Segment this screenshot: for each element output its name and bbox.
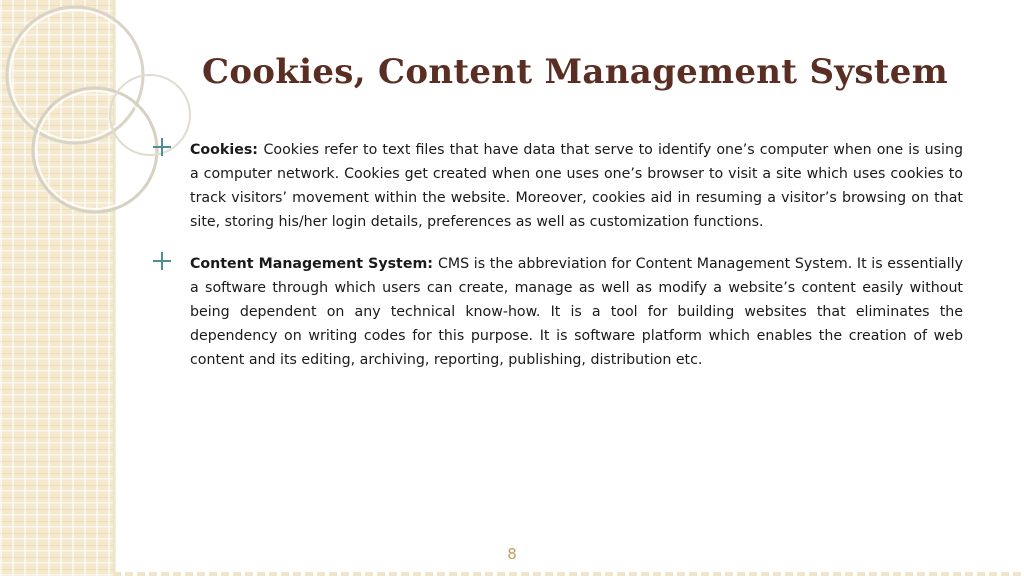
bullet-text: Cookies refer to text files that have data that serve to identify one’s computer when one is using a computer network. Cookies get created when one uses one’s browser to visit a site which uses cookies to track visitors’ movement within the website. Moreover, cookies aid in resuming a visitor’s browsing on that site, storing his/her login details, preferences as well as customization functions.: [190, 142, 963, 230]
bottom-border: [113, 572, 1024, 576]
decorative-ring-large-highlight: [10, 10, 140, 140]
bullet-term: Cookies:: [190, 142, 264, 158]
bullet-cms: [150, 252, 963, 372]
decorative-ring-medium: [33, 88, 157, 212]
bullet-term: Content Management System:: [190, 256, 438, 272]
page-number: 8: [507, 545, 517, 563]
bullet-list: [150, 138, 963, 390]
plus-icon: [153, 138, 171, 156]
decorative-ring-medium-highlight: [36, 91, 154, 209]
bullet-text: CMS is the abbreviation for Content Management System. It is essentially a software through which users can create, manage as well as modify a website’s content easily without being dependent on any technical know-how. It is a tool for building websites that eliminates the dependency on writing codes for this purpose. It is software platform which enables the creation of web content and its editing, archiving, reporting, publishing, distribution etc.: [190, 256, 963, 368]
decorative-ring-large: [7, 7, 143, 143]
bullet-cookies: [150, 138, 963, 234]
plus-icon: [153, 252, 171, 270]
slide-title: Cookies, Content Management System: [201, 52, 949, 92]
